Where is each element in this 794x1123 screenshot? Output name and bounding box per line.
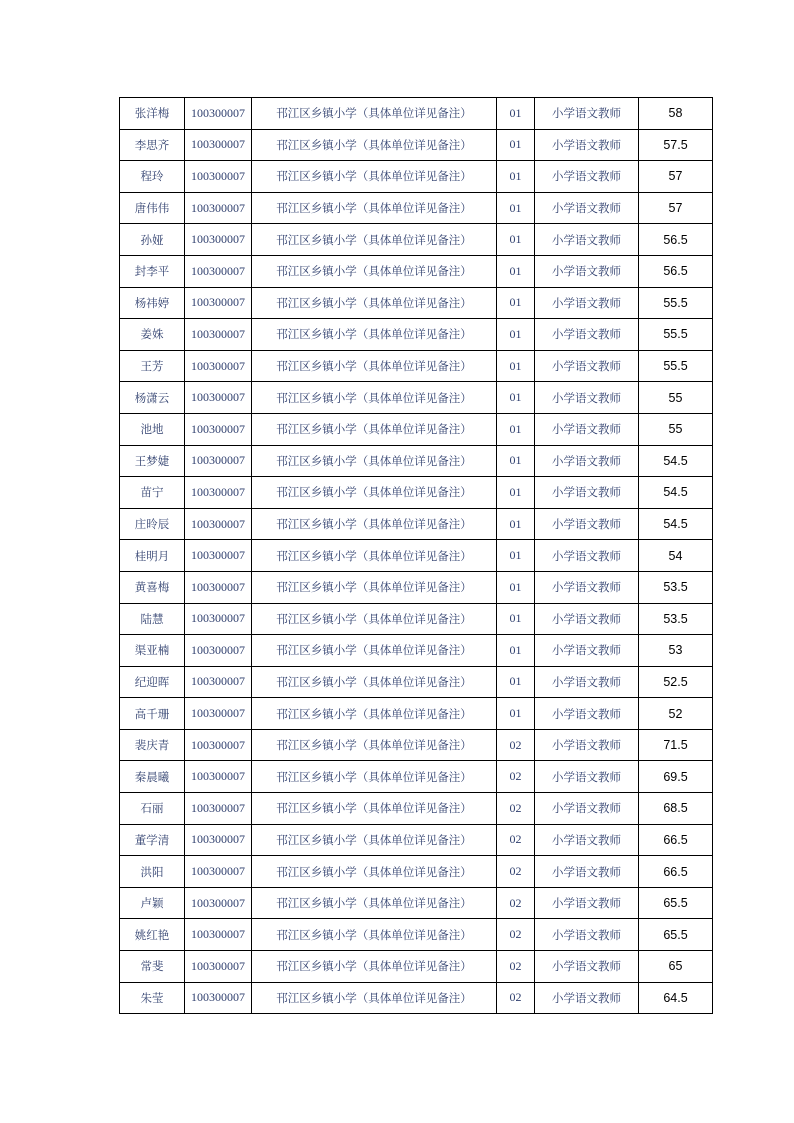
unit-code-cell: 100300007 [185,129,252,161]
score-cell: 69.5 [639,761,713,793]
hiring-unit-cell: 邗江区乡镇小学（具体单位详见备注） [252,413,497,445]
score-cell: 54.5 [639,508,713,540]
unit-code-cell: 100300007 [185,445,252,477]
table-row [120,571,713,603]
table-row [120,603,713,635]
table-row [120,761,713,793]
position-cell: 小学语文教师 [535,919,639,951]
position-cell: 小学语文教师 [535,98,639,130]
post-number-cell: 01 [497,161,535,193]
table-row [120,287,713,319]
post-number-cell: 01 [497,666,535,698]
table-row [120,919,713,951]
score-cell: 55 [639,382,713,414]
score-cell: 55.5 [639,287,713,319]
candidate-name-cell: 石丽 [120,793,185,825]
table-row [120,540,713,572]
hiring-unit-cell: 邗江区乡镇小学（具体单位详见备注） [252,761,497,793]
post-number-cell: 01 [497,635,535,667]
table-row [120,793,713,825]
candidate-name-cell: 姚红艳 [120,919,185,951]
post-number-cell: 01 [497,224,535,256]
hiring-unit-cell: 邗江区乡镇小学（具体单位详见备注） [252,824,497,856]
hiring-unit-cell: 邗江区乡镇小学（具体单位详见备注） [252,982,497,1014]
table-row [120,698,713,730]
position-cell: 小学语文教师 [535,698,639,730]
post-number-cell: 01 [497,129,535,161]
hiring-unit-cell: 邗江区乡镇小学（具体单位详见备注） [252,98,497,130]
position-cell: 小学语文教师 [535,224,639,256]
candidate-name-cell: 王芳 [120,350,185,382]
post-number-cell: 02 [497,793,535,825]
post-number-cell: 02 [497,729,535,761]
hiring-unit-cell: 邗江区乡镇小学（具体单位详见备注） [252,477,497,509]
position-cell: 小学语文教师 [535,951,639,983]
hiring-unit-cell: 邗江区乡镇小学（具体单位详见备注） [252,508,497,540]
candidate-name-cell: 池地 [120,413,185,445]
position-cell: 小学语文教师 [535,413,639,445]
score-cell: 57 [639,161,713,193]
unit-code-cell: 100300007 [185,98,252,130]
table-row [120,382,713,414]
table-row [120,729,713,761]
post-number-cell: 02 [497,824,535,856]
unit-code-cell: 100300007 [185,477,252,509]
post-number-cell: 01 [497,698,535,730]
candidate-name-cell: 董学清 [120,824,185,856]
score-cell: 56.5 [639,224,713,256]
unit-code-cell: 100300007 [185,540,252,572]
candidate-name-cell: 姜姝 [120,319,185,351]
score-cell: 71.5 [639,729,713,761]
candidate-name-cell: 唐伟伟 [120,192,185,224]
candidate-name-cell: 张洋梅 [120,98,185,130]
hiring-unit-cell: 邗江区乡镇小学（具体单位详见备注） [252,951,497,983]
unit-code-cell: 100300007 [185,951,252,983]
table-row [120,445,713,477]
candidate-name-cell: 高千珊 [120,698,185,730]
hiring-unit-cell: 邗江区乡镇小学（具体单位详见备注） [252,603,497,635]
hiring-unit-cell: 邗江区乡镇小学（具体单位详见备注） [252,382,497,414]
post-number-cell: 01 [497,603,535,635]
post-number-cell: 01 [497,255,535,287]
table-row [120,982,713,1014]
unit-code-cell: 100300007 [185,161,252,193]
post-number-cell: 02 [497,919,535,951]
post-number-cell: 02 [497,951,535,983]
unit-code-cell: 100300007 [185,919,252,951]
candidate-name-cell: 孙娅 [120,224,185,256]
hiring-unit-cell: 邗江区乡镇小学（具体单位详见备注） [252,319,497,351]
post-number-cell: 02 [497,982,535,1014]
score-cell: 58 [639,98,713,130]
candidate-name-cell: 常斐 [120,951,185,983]
candidate-name-cell: 桂明月 [120,540,185,572]
score-cell: 52.5 [639,666,713,698]
position-cell: 小学语文教师 [535,666,639,698]
post-number-cell: 02 [497,856,535,888]
unit-code-cell: 100300007 [185,603,252,635]
candidate-name-cell: 洪阳 [120,856,185,888]
score-cell: 53 [639,635,713,667]
unit-code-cell: 100300007 [185,666,252,698]
table-row [120,255,713,287]
candidate-name-cell: 杨潇云 [120,382,185,414]
hiring-unit-cell: 邗江区乡镇小学（具体单位详见备注） [252,793,497,825]
hiring-unit-cell: 邗江区乡镇小学（具体单位详见备注） [252,729,497,761]
post-number-cell: 01 [497,192,535,224]
position-cell: 小学语文教师 [535,887,639,919]
table-row [120,666,713,698]
hiring-unit-cell: 邗江区乡镇小学（具体单位详见备注） [252,698,497,730]
candidate-name-cell: 黄喜梅 [120,571,185,603]
score-cell: 57.5 [639,129,713,161]
hiring-unit-cell: 邗江区乡镇小学（具体单位详见备注） [252,919,497,951]
post-number-cell: 01 [497,477,535,509]
hiring-unit-cell: 邗江区乡镇小学（具体单位详见备注） [252,635,497,667]
unit-code-cell: 100300007 [185,319,252,351]
candidate-name-cell: 朱莹 [120,982,185,1014]
candidate-name-cell: 陆慧 [120,603,185,635]
score-table-body [120,98,713,1014]
score-cell: 54.5 [639,477,713,509]
hiring-unit-cell: 邗江区乡镇小学（具体单位详见备注） [252,350,497,382]
position-cell: 小学语文教师 [535,192,639,224]
candidate-name-cell: 纪迎晖 [120,666,185,698]
candidate-name-cell: 渠亚楠 [120,635,185,667]
position-cell: 小学语文教师 [535,445,639,477]
score-cell: 65 [639,951,713,983]
score-cell: 56.5 [639,255,713,287]
hiring-unit-cell: 邗江区乡镇小学（具体单位详见备注） [252,856,497,888]
hiring-unit-cell: 邗江区乡镇小学（具体单位详见备注） [252,445,497,477]
table-row [120,856,713,888]
table-row [120,635,713,667]
position-cell: 小学语文教师 [535,571,639,603]
score-cell: 65.5 [639,919,713,951]
position-cell: 小学语文教师 [535,477,639,509]
unit-code-cell: 100300007 [185,887,252,919]
unit-code-cell: 100300007 [185,635,252,667]
post-number-cell: 01 [497,540,535,572]
hiring-unit-cell: 邗江区乡镇小学（具体单位详见备注） [252,129,497,161]
position-cell: 小学语文教师 [535,350,639,382]
table-row [120,413,713,445]
candidate-name-cell: 卢颖 [120,887,185,919]
score-cell: 53.5 [639,603,713,635]
table-row [120,824,713,856]
post-number-cell: 02 [497,761,535,793]
table-row [120,161,713,193]
unit-code-cell: 100300007 [185,729,252,761]
score-cell: 52 [639,698,713,730]
table-row [120,129,713,161]
table-row [120,192,713,224]
score-cell: 55.5 [639,350,713,382]
post-number-cell: 01 [497,413,535,445]
score-cell: 64.5 [639,982,713,1014]
post-number-cell: 02 [497,887,535,919]
post-number-cell: 01 [497,445,535,477]
post-number-cell: 01 [497,382,535,414]
position-cell: 小学语文教师 [535,508,639,540]
table-row [120,508,713,540]
position-cell: 小学语文教师 [535,761,639,793]
score-cell: 68.5 [639,793,713,825]
score-table [119,97,713,1014]
position-cell: 小学语文教师 [535,824,639,856]
unit-code-cell: 100300007 [185,350,252,382]
post-number-cell: 01 [497,319,535,351]
unit-code-cell: 100300007 [185,413,252,445]
position-cell: 小学语文教师 [535,603,639,635]
candidate-name-cell: 裴庆青 [120,729,185,761]
post-number-cell: 01 [497,350,535,382]
score-cell: 57 [639,192,713,224]
candidate-name-cell: 秦晨曦 [120,761,185,793]
table-row [120,951,713,983]
position-cell: 小学语文教师 [535,319,639,351]
candidate-name-cell: 苗宁 [120,477,185,509]
candidate-name-cell: 杨祎婷 [120,287,185,319]
position-cell: 小学语文教师 [535,793,639,825]
unit-code-cell: 100300007 [185,793,252,825]
unit-code-cell: 100300007 [185,698,252,730]
hiring-unit-cell: 邗江区乡镇小学（具体单位详见备注） [252,666,497,698]
score-cell: 53.5 [639,571,713,603]
position-cell: 小学语文教师 [535,255,639,287]
candidate-name-cell: 李思齐 [120,129,185,161]
position-cell: 小学语文教师 [535,161,639,193]
table-row [120,98,713,130]
unit-code-cell: 100300007 [185,982,252,1014]
hiring-unit-cell: 邗江区乡镇小学（具体单位详见备注） [252,571,497,603]
table-row [120,319,713,351]
table-row [120,350,713,382]
table-row [120,887,713,919]
unit-code-cell: 100300007 [185,224,252,256]
post-number-cell: 01 [497,508,535,540]
score-cell: 54 [639,540,713,572]
unit-code-cell: 100300007 [185,382,252,414]
score-cell: 66.5 [639,856,713,888]
hiring-unit-cell: 邗江区乡镇小学（具体单位详见备注） [252,255,497,287]
candidate-name-cell: 程玲 [120,161,185,193]
candidate-name-cell: 庄昤辰 [120,508,185,540]
hiring-unit-cell: 邗江区乡镇小学（具体单位详见备注） [252,192,497,224]
position-cell: 小学语文教师 [535,856,639,888]
post-number-cell: 01 [497,287,535,319]
candidate-name-cell: 王梦婕 [120,445,185,477]
post-number-cell: 01 [497,571,535,603]
table-row [120,224,713,256]
position-cell: 小学语文教师 [535,129,639,161]
hiring-unit-cell: 邗江区乡镇小学（具体单位详见备注） [252,887,497,919]
post-number-cell: 01 [497,98,535,130]
score-cell: 55.5 [639,319,713,351]
position-cell: 小学语文教师 [535,729,639,761]
position-cell: 小学语文教师 [535,540,639,572]
unit-code-cell: 100300007 [185,255,252,287]
hiring-unit-cell: 邗江区乡镇小学（具体单位详见备注） [252,287,497,319]
hiring-unit-cell: 邗江区乡镇小学（具体单位详见备注） [252,540,497,572]
unit-code-cell: 100300007 [185,571,252,603]
position-cell: 小学语文教师 [535,982,639,1014]
unit-code-cell: 100300007 [185,824,252,856]
hiring-unit-cell: 邗江区乡镇小学（具体单位详见备注） [252,224,497,256]
position-cell: 小学语文教师 [535,382,639,414]
table-row [120,477,713,509]
score-cell: 65.5 [639,887,713,919]
hiring-unit-cell: 邗江区乡镇小学（具体单位详见备注） [252,161,497,193]
score-cell: 66.5 [639,824,713,856]
candidate-name-cell: 封李平 [120,255,185,287]
score-cell: 54.5 [639,445,713,477]
unit-code-cell: 100300007 [185,508,252,540]
position-cell: 小学语文教师 [535,635,639,667]
position-cell: 小学语文教师 [535,287,639,319]
score-cell: 55 [639,413,713,445]
unit-code-cell: 100300007 [185,856,252,888]
unit-code-cell: 100300007 [185,192,252,224]
unit-code-cell: 100300007 [185,761,252,793]
unit-code-cell: 100300007 [185,287,252,319]
